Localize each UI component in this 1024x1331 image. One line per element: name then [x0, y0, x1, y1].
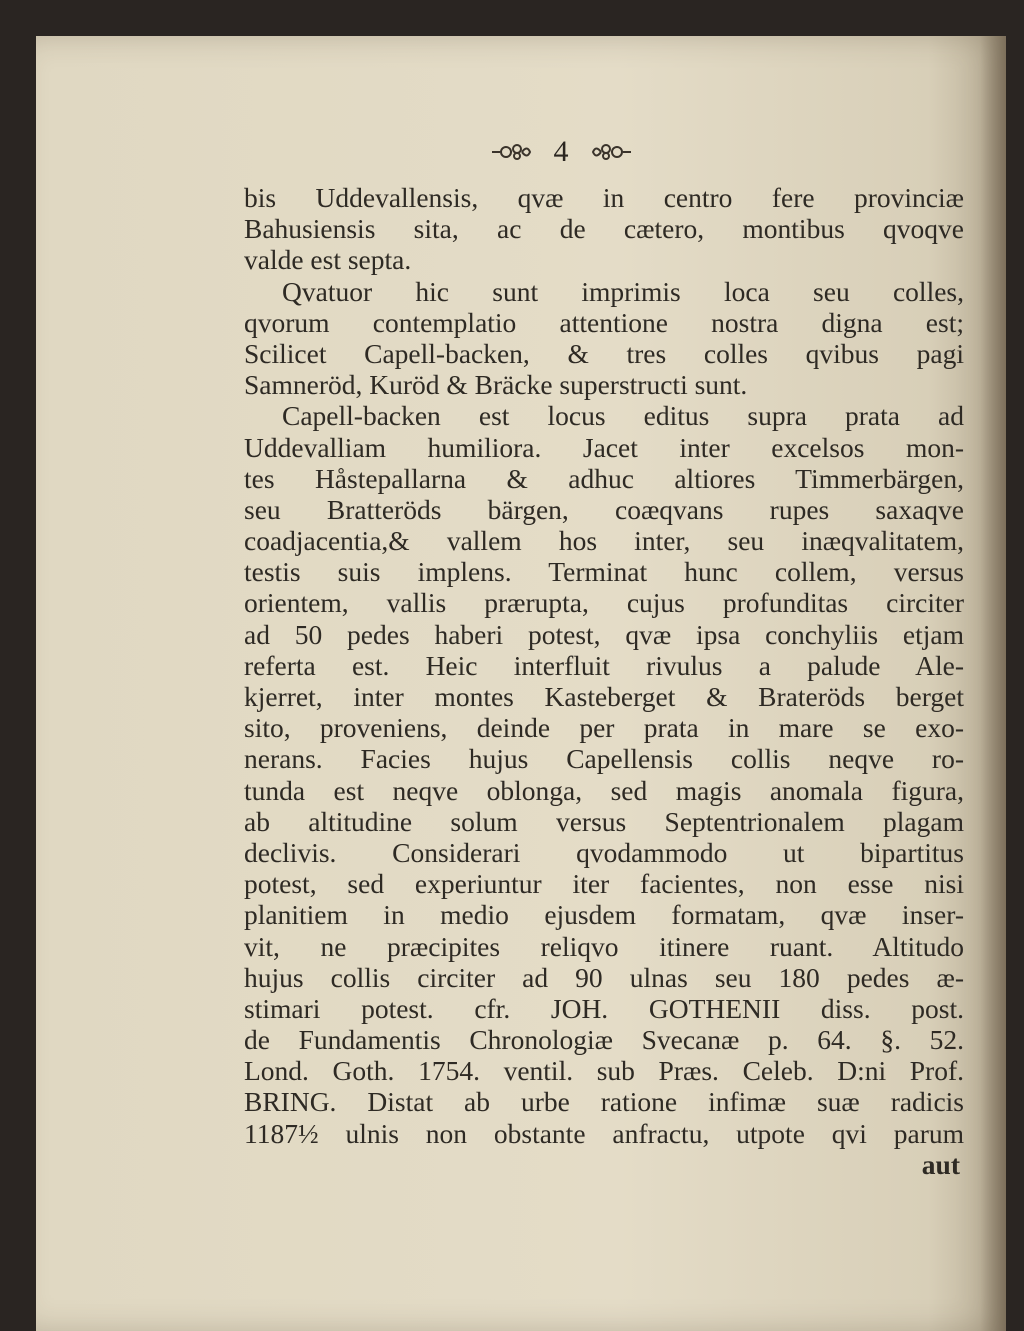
text-line: Bahusiensis sita, ac de cætero, montibus qvoqve: [244, 213, 964, 245]
book-page: [36, 36, 1006, 1331]
text-line: Scilicet Capell-backen, & tres colles qvibus pagi: [244, 337, 964, 369]
text-line: ab altitudine solum versus Septentrionalem plagam: [244, 805, 964, 837]
text-line: kjerret, inter montes Kasteberget & Brateröds berget: [244, 681, 964, 712]
text-line: vit, ne præcipites reliqvo itinere ruant. Altitudo: [244, 930, 964, 962]
text-line: hujus collis circiter ad 90 ulnas seu 180 pedes æ-: [244, 961, 964, 993]
page-gutter-shadow: [980, 36, 1006, 1331]
page-header: [466, 130, 656, 174]
body-text: [244, 182, 964, 1180]
page-number: 4: [553, 135, 569, 168]
catchword: aut: [921, 1148, 960, 1180]
text-line: testis suis implens. Terminat hunc collem, versus: [244, 556, 964, 588]
text-line: tunda est neqve oblonga, sed magis anomala figura,: [244, 774, 964, 806]
text-line: potest, sed experiuntur iter facientes, non esse nisi: [244, 868, 964, 900]
text-line: Samneröd, Kuröd & Bräcke superstructi sunt.: [244, 369, 748, 401]
text-line: Capell-backen est locus editus supra prata ad: [282, 400, 964, 432]
text-line: bis Uddevallensis, qvæ in centro fere provinciæ: [244, 182, 964, 213]
text-line: Lond. Goth. 1754. ventil. sub Præs. Celeb. D:ni Prof.: [244, 1055, 964, 1087]
text-line: Uddevalliam humiliora. Jacet inter excelsos mon-: [244, 431, 964, 463]
text-line: referta est. Heic interfluit rivulus a palude Ale-: [244, 649, 964, 681]
text-line: Qvatuor hic sunt imprimis loca seu colles,: [282, 275, 964, 307]
text-line: planitiem in medio ejusdem formatam, qvæ inser-: [244, 899, 964, 931]
text-line: coadjacentia,& vallem hos inter, seu inæqvalitatem,: [244, 525, 964, 557]
text-line: ad 50 pedes haberi potest, qvæ ipsa conchyliis etjam: [244, 618, 964, 650]
text-line: stimari potest. cfr. JOH. GOTHENII diss. post.: [244, 992, 964, 1024]
text-line: 1187½ ulnis non obstante anfractu, utpote qvi parum: [244, 1117, 964, 1149]
text-line: orientem, vallis prærupta, cujus profunditas circiter: [244, 587, 964, 619]
text-line: valde est septa.: [244, 244, 412, 276]
text-line: BRING. Distat ab urbe ratione infimæ suæ radicis: [244, 1086, 964, 1118]
text-line: tes Håstepallarna & adhuc altiores Timmerbärgen,: [244, 462, 964, 494]
text-line: declivis. Considerari qvodammodo ut bipartitus: [244, 836, 964, 868]
text-line: sito, proveniens, deinde per prata in mare se exo-: [244, 712, 964, 744]
ornament-right-icon: [591, 141, 633, 163]
text-line: qvorum contemplatio attentione nostra digna est;: [244, 306, 964, 338]
text-line: seu Bratteröds bärgen, coæqvans rupes saxaqve: [244, 493, 964, 525]
text-line: de Fundamentis Chronologiæ Svecanæ p. 64. §. 52.: [244, 1024, 964, 1056]
ornament-left-icon: [490, 141, 532, 163]
text-line: nerans. Facies hujus Capellensis collis neqve ro-: [244, 743, 964, 775]
